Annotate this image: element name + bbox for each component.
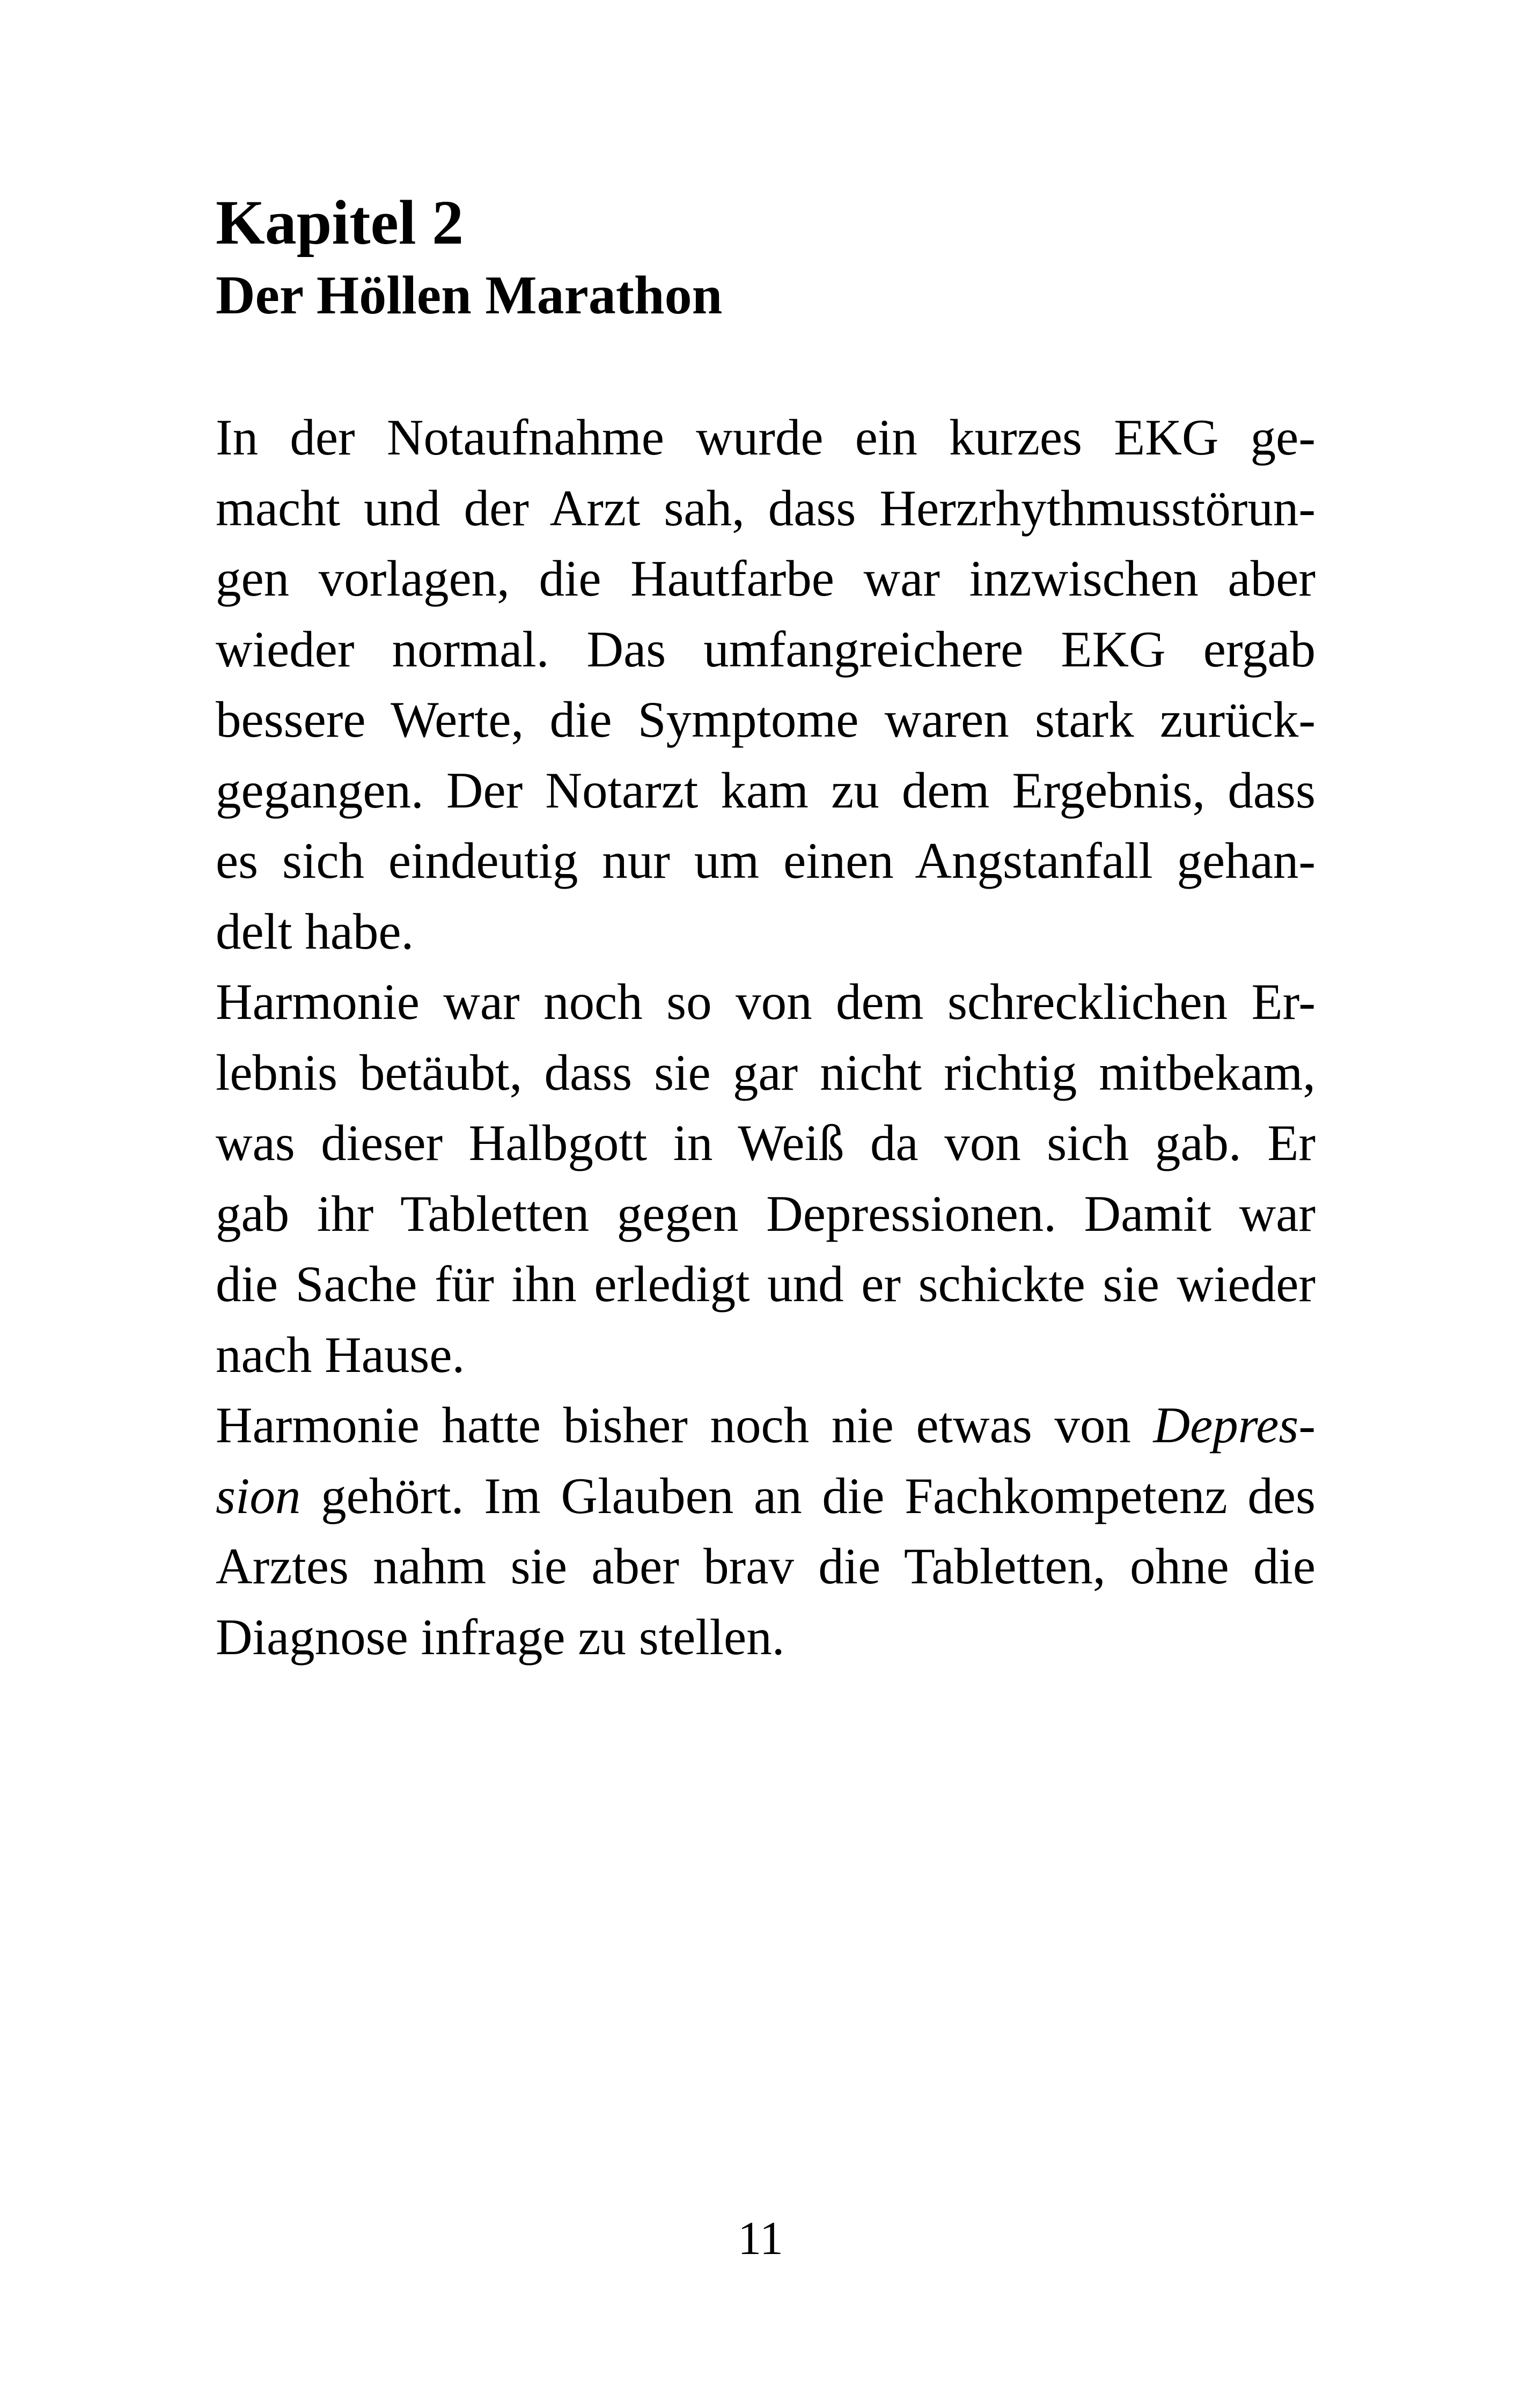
text-line: bessere Werte, die Symptome waren stark zurück- xyxy=(216,691,1316,748)
text-line: lebnis betäubt, dass sie gar nicht richtig mitbekam, xyxy=(216,1044,1316,1101)
text-line: wieder normal. Das umfangreichere EKG ergab xyxy=(216,620,1316,678)
text-line: es sich eindeutig nur um einen Angstanfall gehan- xyxy=(216,832,1316,889)
italic-text: sion xyxy=(216,1467,301,1524)
text-line: Arztes nahm sie aber brav die Tabletten, ohne die xyxy=(216,1538,1316,1595)
text-line: was dieser Halbgott in Weiß da von sich gab. Er xyxy=(216,1114,1316,1171)
text-line: nach Hause. xyxy=(216,1326,465,1383)
text-line: die Sache für ihn erledigt und er schickte sie wieder xyxy=(216,1256,1316,1312)
text-line: gegangen. Der Notarzt kam zu dem Ergebnis, dass xyxy=(216,761,1316,819)
text-run: gehört. Im Glauben an die Fachkompetenz des xyxy=(300,1467,1316,1524)
chapter-title: Der Höllen Marathon xyxy=(216,265,723,326)
italic-text: Depres- xyxy=(1153,1397,1316,1453)
body-text xyxy=(216,402,1316,1672)
chapter-number: Kapitel 2 xyxy=(216,187,464,258)
paragraph xyxy=(216,967,1316,1390)
text-run: Harmonie hatte bisher noch nie etwas von xyxy=(216,1397,1153,1453)
text-line xyxy=(216,1461,1316,1532)
text-line: In der Notaufnahme wurde ein kurzes EKG ge- xyxy=(216,409,1316,466)
page-number: 11 xyxy=(738,2213,783,2265)
text-line xyxy=(216,1390,1316,1461)
chapter-heading xyxy=(216,186,1316,332)
text-line: delt habe. xyxy=(216,902,414,960)
text-line: gen vorlagen, die Hautfarbe war inzwischen aber xyxy=(216,550,1316,607)
text-line: Diagnose infrage zu stellen. xyxy=(216,1608,785,1665)
text-line: macht und der Arzt sah, dass Herzrhythmusstörun- xyxy=(216,479,1316,537)
text-line: Harmonie war noch so von dem schrecklichen Er- xyxy=(216,973,1316,1030)
paragraph xyxy=(216,402,1316,967)
text-line: gab ihr Tabletten gegen Depressionen. Damit war xyxy=(216,1185,1316,1242)
paragraph xyxy=(216,1390,1316,1672)
